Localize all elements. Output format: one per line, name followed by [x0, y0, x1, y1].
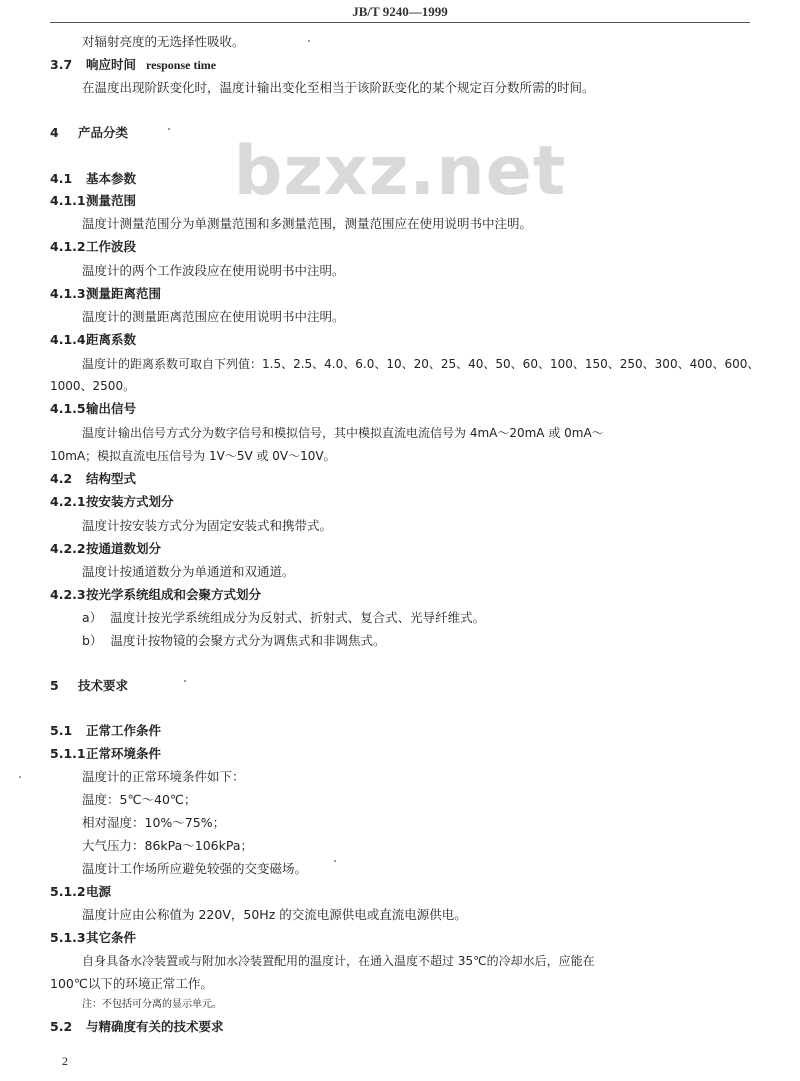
list-item	[82, 609, 485, 627]
section-number: 5.2	[50, 1019, 73, 1034]
list-item-text: 温度计按物镜的会聚方式分为调焦式和非调焦式。	[110, 633, 386, 648]
section-title: 距离系数	[86, 332, 137, 347]
section-title: 测量范围	[86, 193, 137, 208]
section-4-1-3-heading	[50, 285, 161, 303]
list-item-text: 温度计按光学系统组成分为反射式、折射式、复合式、光导纤维式。	[110, 610, 486, 625]
section-number: 4.1.1	[50, 193, 86, 208]
scan-speck	[334, 860, 336, 862]
section-4-1-2-heading	[50, 238, 136, 256]
section-title: 正常工作条件	[86, 723, 162, 738]
list-marker: a）	[82, 610, 103, 625]
text-line: 温度计按通道数分为单通道和双通道。	[82, 564, 295, 579]
section-number: 5.1.3	[50, 930, 86, 945]
note-line: 注：不包括可分离的显示单元。	[82, 999, 222, 1010]
text-line: 大气压力：86kPa～106kPa；	[82, 838, 254, 853]
section-4-1-heading	[50, 170, 136, 188]
list-item	[82, 632, 385, 650]
section-5-1-1-heading	[50, 745, 161, 763]
section-title: 产品分类	[78, 125, 129, 140]
section-title: 按安装方式划分	[86, 494, 174, 509]
text-line: 在温度出现阶跃变化时，温度计输出变化至相当于该阶跃变化的某个规定百分数所需的时间。	[82, 80, 595, 95]
section-title: 其它条件	[86, 930, 137, 945]
text-line: 温度：5℃～40℃；	[82, 792, 197, 807]
section-5-heading	[50, 677, 128, 695]
section-4-1-4-heading	[50, 331, 136, 349]
section-title: 基本参数	[86, 171, 137, 186]
section-number: 5.1.2	[50, 884, 86, 899]
text-line: 温度计的正常环境条件如下：	[82, 769, 245, 784]
text-line: 温度计按安装方式分为固定安装式和携带式。	[82, 518, 333, 533]
section-title: 测量距离范围	[86, 286, 162, 301]
text-line: 温度计输出信号方式分为数字信号和模拟信号，其中模拟直流电流信号为 4mA～20mA 或 0mA～	[82, 426, 604, 440]
section-4-1-1-heading	[50, 192, 136, 210]
section-title: 结构型式	[86, 471, 137, 486]
section-number: 4.1.2	[50, 239, 86, 254]
text-line: 相对湿度：10%～75%；	[82, 815, 226, 830]
scan-speck	[168, 128, 170, 130]
text-line: 自身具备水冷装置或与附加水冷装置配用的温度计，在通入温度不超过 35℃的冷却水后，应能在	[82, 954, 595, 968]
section-title: 响应时间	[86, 57, 137, 72]
section-4-1-5-heading	[50, 400, 136, 418]
text-line: 对辐射亮度的无选择性吸收。	[82, 34, 245, 49]
scan-speck	[19, 776, 21, 778]
header-rule	[50, 22, 750, 23]
text-line: 温度计测量范围分为单测量范围和多测量范围，测量范围应在使用说明书中注明。	[82, 216, 533, 231]
text-line: 100℃以下的环境正常工作。	[50, 976, 213, 991]
section-title-english: response time	[146, 58, 217, 72]
section-number: 4	[50, 125, 59, 140]
watermark: bzxz.net	[233, 132, 567, 211]
section-number: 4.1	[50, 171, 73, 186]
scan-speck	[308, 40, 310, 42]
section-title: 技术要求	[78, 678, 129, 693]
section-number: 4.2.1	[50, 494, 86, 509]
section-title: 按光学系统组成和会聚方式划分	[86, 587, 262, 602]
section-4-2-heading	[50, 470, 136, 488]
section-number: 4.2	[50, 471, 73, 486]
text-line: 温度计的距离系数可取自下列值：1.5、2.5、4.0、6.0、10、20、25、40、50、60、100、150、250、300、400、600、	[82, 357, 760, 371]
section-number: 4.2.3	[50, 587, 86, 602]
section-number: 3.7	[50, 57, 73, 72]
section-title: 工作波段	[86, 239, 137, 254]
section-title: 按通道数划分	[86, 541, 162, 556]
section-5-1-2-heading	[50, 883, 111, 901]
page-number: 2	[62, 1054, 68, 1068]
section-4-2-3-heading	[50, 586, 261, 604]
section-number: 4.1.5	[50, 401, 86, 416]
text-line: 1000、2500。	[50, 379, 136, 393]
standard-header: JB/T 9240—1999	[352, 4, 448, 19]
section-number: 5.1.1	[50, 746, 86, 761]
section-4-2-1-heading	[50, 493, 174, 511]
section-title: 正常环境条件	[86, 746, 162, 761]
section-title: 与精确度有关的技术要求	[86, 1019, 224, 1034]
text-line: 温度计的两个工作波段应在使用说明书中注明。	[82, 263, 345, 278]
section-4-heading	[50, 124, 128, 142]
section-number: 5.1	[50, 723, 73, 738]
list-marker: b）	[82, 633, 103, 648]
section-number: 4.1.4	[50, 332, 86, 347]
text-line: 温度计应由公称值为 220V，50Hz 的交流电源供电或直流电源供电。	[82, 907, 467, 922]
text-line: 温度计工作场所应避免较强的交变磁场。	[82, 861, 308, 876]
section-5-1-heading	[50, 722, 161, 740]
text-line: 10mA；模拟直流电压信号为 1V～5V 或 0V～10V。	[50, 449, 336, 463]
section-number: 5	[50, 678, 59, 693]
section-title: 电源	[86, 884, 112, 899]
section-number: 4.2.2	[50, 541, 86, 556]
section-5-1-3-heading	[50, 929, 136, 947]
section-title: 输出信号	[86, 401, 137, 416]
text-line: 温度计的测量距离范围应在使用说明书中注明。	[82, 309, 345, 324]
section-number: 4.1.3	[50, 286, 86, 301]
scan-speck	[184, 680, 186, 682]
section-3-7-heading	[50, 56, 216, 74]
section-5-2-heading	[50, 1018, 224, 1036]
section-4-2-2-heading	[50, 540, 161, 558]
